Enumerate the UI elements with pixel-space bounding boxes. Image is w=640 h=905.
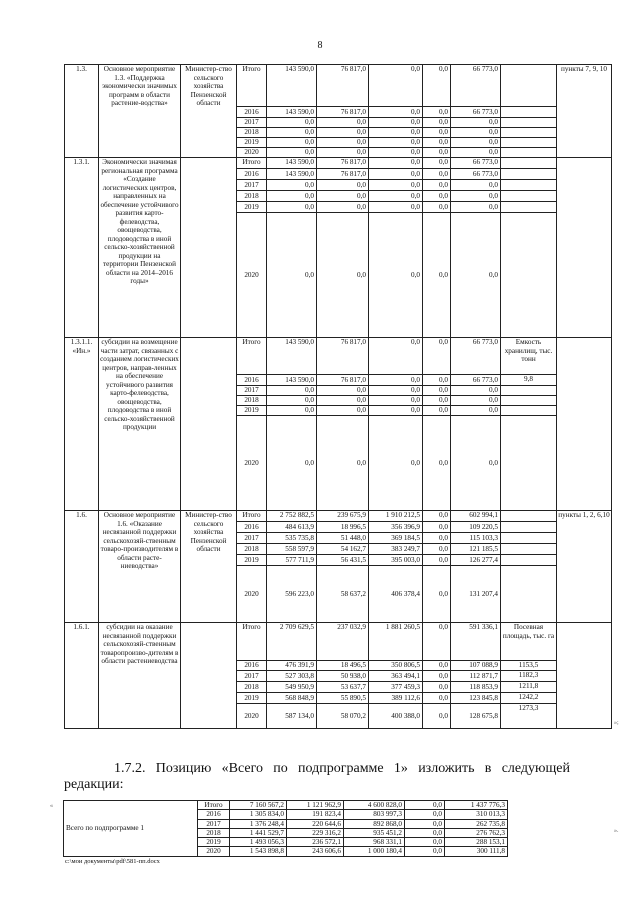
indicator-value <box>501 180 557 191</box>
indicator-value <box>501 566 557 623</box>
year-value: 1 376 248,4 <box>230 819 287 828</box>
year-value: 0,0 <box>423 191 451 202</box>
year-value: 0,0 <box>317 180 369 191</box>
year-value: 0,0 <box>451 386 501 396</box>
year-value: 0,0 <box>423 406 451 416</box>
year-value: 0,0 <box>267 396 317 406</box>
year-value: 389 112,6 <box>369 693 423 704</box>
total-value: 0,0 <box>423 158 451 169</box>
year-value: 51 448,0 <box>317 533 369 544</box>
total-label: Итого <box>237 511 267 522</box>
indicator-cell <box>501 158 557 169</box>
total-value: 1 881 260,5 <box>369 623 423 661</box>
note-cell <box>557 338 612 511</box>
year-cell: 2018 <box>237 128 267 138</box>
year-value: 1 441 529,7 <box>230 828 287 837</box>
year-value: 568 848,9 <box>267 693 317 704</box>
note-cell <box>557 623 612 729</box>
year-value: 0,0 <box>423 416 451 511</box>
indicator-value <box>501 148 557 158</box>
year-cell: 2019 <box>237 138 267 148</box>
year-value: 0,0 <box>451 138 501 148</box>
total-value: 76 817,0 <box>317 158 369 169</box>
indicator-value <box>501 396 557 406</box>
year-value: 0,0 <box>369 396 423 406</box>
year-value: 262 735,8 <box>445 819 508 828</box>
year-value: 143 590,0 <box>267 375 317 386</box>
program-table <box>64 64 612 729</box>
year-value: 0,0 <box>423 202 451 213</box>
year-cell: 2020 <box>237 148 267 158</box>
edge-mark-end: ». <box>614 828 619 834</box>
year-cell: 2018 <box>237 544 267 555</box>
year-value: 18 996,5 <box>317 522 369 533</box>
indicator-value <box>501 544 557 555</box>
year-value: 1 493 056,3 <box>230 838 287 847</box>
year-value: 0,0 <box>423 375 451 386</box>
year-value: 0,0 <box>317 416 369 511</box>
total-value: 2 709 629,5 <box>267 623 317 661</box>
indicator-cell: Емкость хранилищ, тыс. тонн <box>501 338 557 375</box>
year-value: 356 396,9 <box>369 522 423 533</box>
indicator-value <box>501 416 557 511</box>
year-value: 0,0 <box>451 180 501 191</box>
indicator-value: 1242,2 <box>501 693 557 704</box>
year-value: 377 459,3 <box>369 682 423 693</box>
table-row <box>65 65 612 107</box>
year-value: 220 644,6 <box>287 819 344 828</box>
total-value: 0,0 <box>369 65 423 107</box>
year-value: 0,0 <box>317 213 369 338</box>
table-row <box>64 801 508 810</box>
year-value: 0,0 <box>405 819 445 828</box>
year-value: 0,0 <box>451 148 501 158</box>
year-cell: 2016 <box>237 522 267 533</box>
file-path-footer: c:\мои документы\pdf\581-пп.docx <box>65 858 160 865</box>
year-value: 0,0 <box>267 148 317 158</box>
year-value: 935 451,2 <box>344 828 405 837</box>
year-value: 55 890,5 <box>317 693 369 704</box>
year-value: 577 711,9 <box>267 555 317 566</box>
year-cell: 2020 <box>237 704 267 729</box>
year-value: 300 111,8 <box>445 847 508 856</box>
total-value: 0,0 <box>423 65 451 107</box>
executor: Министер-ство сельского хозяйства Пензенской области <box>181 65 237 158</box>
total-value: 143 590,0 <box>267 65 317 107</box>
year-value: 0,0 <box>451 128 501 138</box>
year-cell: 2017 <box>237 671 267 682</box>
indicator-value <box>501 406 557 416</box>
total-value: 0,0 <box>423 623 451 661</box>
year-value: 0,0 <box>369 118 423 128</box>
year-value: 0,0 <box>267 386 317 396</box>
total-value: 143 590,0 <box>267 158 317 169</box>
total-value: 602 994,1 <box>451 511 501 522</box>
year-cell: 2020 <box>237 416 267 511</box>
year-value: 0,0 <box>369 138 423 148</box>
year-value: 123 845,8 <box>451 693 501 704</box>
row-number: 1.6. <box>65 511 99 623</box>
year-value: 0,0 <box>451 202 501 213</box>
year-value: 0,0 <box>423 566 451 623</box>
indicator-value <box>501 202 557 213</box>
year-value: 126 277,4 <box>451 555 501 566</box>
measure-name: Основное мероприятие 1.6. «Оказание несвязанной поддержки сельскохозяй-ственным товаро-производителям в области расте-ниеводства» <box>99 511 181 623</box>
year-value: 549 950,9 <box>267 682 317 693</box>
section-heading <box>64 761 570 792</box>
year-value: 0,0 <box>369 148 423 158</box>
year-value: 236 572,1 <box>287 838 344 847</box>
indicator-value: 9,8 <box>501 375 557 386</box>
year-value: 0,0 <box>267 118 317 128</box>
indicator-value <box>501 213 557 338</box>
year-value: 0,0 <box>267 213 317 338</box>
year-value: 58 070,2 <box>317 704 369 729</box>
year-value: 0,0 <box>451 396 501 406</box>
executor: Министер-ство сельского хозяйства Пензенской области <box>181 511 237 623</box>
year-value: 0,0 <box>317 128 369 138</box>
year-value: 0,0 <box>267 128 317 138</box>
year-cell: 2018 <box>198 828 230 837</box>
note-cell <box>557 158 612 338</box>
year-cell: 2017 <box>198 819 230 828</box>
total-value: 591 336,1 <box>451 623 501 661</box>
year-value: 0,0 <box>267 191 317 202</box>
year-value: 0,0 <box>267 202 317 213</box>
indicator-value <box>501 169 557 180</box>
total-label: Итого <box>237 65 267 107</box>
year-value: 0,0 <box>369 169 423 180</box>
table-row <box>65 511 612 522</box>
year-value: 0,0 <box>423 138 451 148</box>
total-value: 143 590,0 <box>267 338 317 375</box>
year-value: 363 494,1 <box>369 671 423 682</box>
year-value: 1 305 834,0 <box>230 810 287 819</box>
year-value: 587 134,0 <box>267 704 317 729</box>
year-value: 0,0 <box>423 522 451 533</box>
year-value: 0,0 <box>369 416 423 511</box>
year-value: 0,0 <box>423 128 451 138</box>
year-value: 596 223,0 <box>267 566 317 623</box>
total-value: 66 773,0 <box>451 65 501 107</box>
year-value: 0,0 <box>423 555 451 566</box>
year-value: 143 590,0 <box>267 107 317 118</box>
year-value: 0,0 <box>405 828 445 837</box>
year-value: 0,0 <box>451 191 501 202</box>
year-cell: 2017 <box>237 386 267 396</box>
year-value: 369 184,5 <box>369 533 423 544</box>
year-value: 131 207,4 <box>451 566 501 623</box>
year-value: 54 162,7 <box>317 544 369 555</box>
total-value: 4 600 828,0 <box>344 801 405 810</box>
indicator-value <box>501 522 557 533</box>
year-cell: 2018 <box>237 396 267 406</box>
total-label: Итого <box>237 158 267 169</box>
year-value: 0,0 <box>423 671 451 682</box>
year-cell: 2020 <box>198 847 230 856</box>
indicator-value <box>501 533 557 544</box>
total-value: 1 437 776,3 <box>445 801 508 810</box>
total-value: 0,0 <box>369 338 423 375</box>
year-value: 400 388,0 <box>369 704 423 729</box>
indicator-value: 1153,5 <box>501 661 557 671</box>
page-number: 8 <box>317 40 323 51</box>
year-value: 107 088,9 <box>451 661 501 671</box>
year-value: 0,0 <box>317 138 369 148</box>
year-value: 1 543 898,8 <box>230 847 287 856</box>
year-value: 0,0 <box>451 213 501 338</box>
year-value: 0,0 <box>423 107 451 118</box>
year-value: 76 817,0 <box>317 169 369 180</box>
year-value: 527 303,8 <box>267 671 317 682</box>
year-value: 0,0 <box>451 416 501 511</box>
total-value: 0,0 <box>369 158 423 169</box>
year-cell: 2016 <box>237 661 267 671</box>
total-value: 66 773,0 <box>451 338 501 375</box>
year-value: 484 613,9 <box>267 522 317 533</box>
row-number: 1.6.1. <box>65 623 99 729</box>
year-value: 395 003,0 <box>369 555 423 566</box>
year-value: 0,0 <box>369 213 423 338</box>
year-value: 0,0 <box>317 148 369 158</box>
year-value: 0,0 <box>267 416 317 511</box>
row-number: 1.3. <box>65 65 99 158</box>
year-value: 191 823,4 <box>287 810 344 819</box>
year-value: 66 773,0 <box>451 169 501 180</box>
year-value: 229 316,2 <box>287 828 344 837</box>
row-number: 1.3.1. <box>65 158 99 338</box>
year-value: 0,0 <box>405 810 445 819</box>
year-value: 76 817,0 <box>317 375 369 386</box>
indicator-value <box>501 118 557 128</box>
year-value: 121 185,5 <box>451 544 501 555</box>
year-cell: 2017 <box>237 180 267 191</box>
indicator-value <box>501 138 557 148</box>
year-value: 0,0 <box>423 118 451 128</box>
year-value: 0,0 <box>369 386 423 396</box>
year-value: 0,0 <box>317 386 369 396</box>
year-value: 476 391,9 <box>267 661 317 671</box>
total-label: Итого <box>237 623 267 661</box>
year-value: 0,0 <box>369 375 423 386</box>
year-value: 0,0 <box>317 118 369 128</box>
year-cell: 2019 <box>237 406 267 416</box>
total-value: 1 910 212,5 <box>369 511 423 522</box>
row-number: 1.3.1.1. «Ин.» <box>65 338 99 511</box>
year-value: 0,0 <box>369 202 423 213</box>
year-value: 0,0 <box>267 138 317 148</box>
year-cell: 2018 <box>237 191 267 202</box>
indicator-value <box>501 191 557 202</box>
total-value: 7 160 567,2 <box>230 801 287 810</box>
edge-mark-open: « <box>50 803 53 809</box>
total-value: 76 817,0 <box>317 65 369 107</box>
total-value: 0,0 <box>423 511 451 522</box>
indicator-value: 1273,3 <box>501 704 557 729</box>
year-value: 310 013,3 <box>445 810 508 819</box>
year-value: 0,0 <box>423 213 451 338</box>
year-value: 0,0 <box>317 202 369 213</box>
year-value: 56 431,5 <box>317 555 369 566</box>
year-value: 406 378,4 <box>369 566 423 623</box>
year-cell: 2016 <box>198 810 230 819</box>
measure-name: субсидии на оказание несвязанной поддержки сельскохозяй-ственным товаропроизво-дителям в области растениеводства <box>99 623 181 729</box>
year-value: 76 817,0 <box>317 107 369 118</box>
total-value: 0,0 <box>405 801 445 810</box>
table-row <box>65 158 612 169</box>
year-value: 50 938,0 <box>317 671 369 682</box>
year-value: 0,0 <box>423 180 451 191</box>
year-value: 0,0 <box>451 118 501 128</box>
year-value: 0,0 <box>423 169 451 180</box>
total-label: Итого <box>237 338 267 375</box>
executor <box>181 158 237 338</box>
year-value: 288 153,1 <box>445 838 508 847</box>
year-value: 109 220,5 <box>451 522 501 533</box>
indicator-value <box>501 555 557 566</box>
table-row <box>65 623 612 661</box>
year-cell: 2017 <box>237 118 267 128</box>
total-value: 2 752 882,5 <box>267 511 317 522</box>
year-cell: 2019 <box>237 693 267 704</box>
year-value: 0,0 <box>369 191 423 202</box>
year-value: 0,0 <box>423 386 451 396</box>
year-value: 0,0 <box>423 661 451 671</box>
year-value: 118 853,9 <box>451 682 501 693</box>
year-value: 558 597,9 <box>267 544 317 555</box>
year-value: 892 868,0 <box>344 819 405 828</box>
year-value: 0,0 <box>423 693 451 704</box>
year-value: 53 637,7 <box>317 682 369 693</box>
year-value: 0,0 <box>267 180 317 191</box>
year-value: 276 762,3 <box>445 828 508 837</box>
total-value: 66 773,0 <box>451 158 501 169</box>
year-cell: 2020 <box>237 213 267 338</box>
year-value: 968 331,1 <box>344 838 405 847</box>
indicator-value: 1211,8 <box>501 682 557 693</box>
subprogram-label: Всего по подпрограмме 1 <box>64 801 198 857</box>
indicator-value: 1182,3 <box>501 671 557 682</box>
year-cell: 2016 <box>237 375 267 386</box>
note-cell: пункты 7, 9, 10 <box>557 65 612 158</box>
year-value: 0,0 <box>423 396 451 406</box>
table-row <box>65 338 612 375</box>
year-value: 0,0 <box>317 396 369 406</box>
year-value: 0,0 <box>369 128 423 138</box>
measure-name: Экономически значимая региональная программа «Создание логистических центров, направленных на обеспечение устойчивого развития карто-фелеводства, овощеводства, плодоводства в иной сельско-хозяйственной продукции на территории Пензенской области на 2014–2016 годы» <box>99 158 181 338</box>
year-value: 58 637,2 <box>317 566 369 623</box>
measure-name: субсидии на возмещение части затрат, связанных с созданием логистических центров, направ-ленных на обеспечение устойчивого развития карто-фелеводства, овощеводства, плодоводства в иной сельско-хозяйственной продукции <box>99 338 181 511</box>
indicator-value <box>501 128 557 138</box>
year-cell: 2016 <box>237 107 267 118</box>
year-cell: 2018 <box>237 682 267 693</box>
year-value: 66 773,0 <box>451 107 501 118</box>
year-cell: 2019 <box>237 555 267 566</box>
year-value: 112 871,7 <box>451 671 501 682</box>
year-value: 350 806,5 <box>369 661 423 671</box>
year-value: 0,0 <box>423 544 451 555</box>
year-value: 0,0 <box>451 406 501 416</box>
heading-text: 1.7.2. Позицию «Всего по подпрограмме 1» изложить в следующей редакции: <box>64 761 570 792</box>
year-cell: 2019 <box>198 838 230 847</box>
total-value: 1 121 962,9 <box>287 801 344 810</box>
total-value: 0,0 <box>423 338 451 375</box>
year-value: 115 103,3 <box>451 533 501 544</box>
year-value: 0,0 <box>369 406 423 416</box>
subprogram-total-table <box>63 800 508 857</box>
indicator-cell <box>501 511 557 522</box>
note-cell: пункты 1, 2, 6,10 <box>557 511 612 623</box>
indicator-value <box>501 107 557 118</box>
year-value: 803 997,3 <box>344 810 405 819</box>
year-value: 0,0 <box>405 838 445 847</box>
year-value: 0,0 <box>423 148 451 158</box>
year-cell: 2016 <box>237 169 267 180</box>
edge-mark-close: »; <box>614 720 619 726</box>
year-value: 0,0 <box>423 704 451 729</box>
measure-name: Основное мероприятие 1.3. «Поддержка экономически значимых программ в области растение-водства» <box>99 65 181 158</box>
total-value: 239 675,9 <box>317 511 369 522</box>
executor <box>181 623 237 729</box>
year-value: 128 675,8 <box>451 704 501 729</box>
year-value: 1 000 180,4 <box>344 847 405 856</box>
year-value: 18 496,5 <box>317 661 369 671</box>
year-cell: 2019 <box>237 202 267 213</box>
indicator-cell <box>501 65 557 107</box>
year-value: 0,0 <box>267 406 317 416</box>
total-value: 76 817,0 <box>317 338 369 375</box>
total-label: Итого <box>198 801 230 810</box>
executor <box>181 338 237 511</box>
year-value: 143 590,0 <box>267 169 317 180</box>
indicator-value <box>501 386 557 396</box>
year-value: 243 606,6 <box>287 847 344 856</box>
year-value: 383 249,7 <box>369 544 423 555</box>
year-value: 0,0 <box>423 533 451 544</box>
year-value: 0,0 <box>317 406 369 416</box>
year-cell: 2017 <box>237 533 267 544</box>
total-value: 237 032,9 <box>317 623 369 661</box>
year-value: 535 735,8 <box>267 533 317 544</box>
year-value: 0,0 <box>405 847 445 856</box>
year-value: 0,0 <box>317 191 369 202</box>
year-value: 66 773,0 <box>451 375 501 386</box>
year-value: 0,0 <box>369 107 423 118</box>
year-value: 0,0 <box>423 682 451 693</box>
indicator-cell: Посевная площадь, тыс. га <box>501 623 557 661</box>
year-value: 0,0 <box>369 180 423 191</box>
year-cell: 2020 <box>237 566 267 623</box>
